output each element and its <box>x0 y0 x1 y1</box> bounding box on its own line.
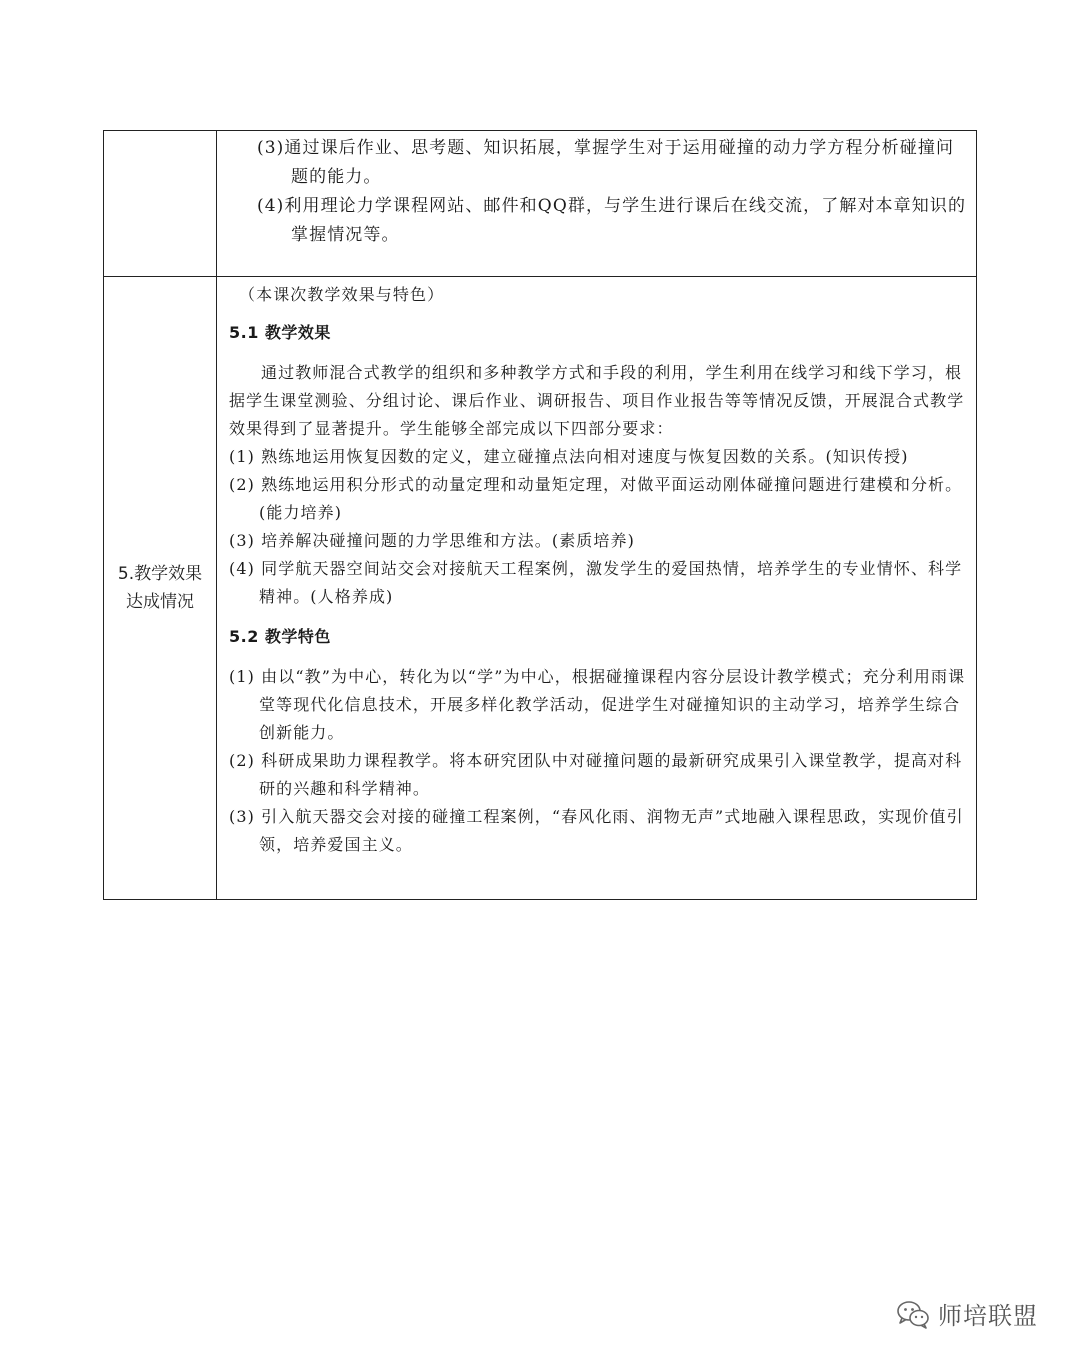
list-item: (3)通过课后作业、思考题、知识拓展，掌握学生对于运用碰撞的动力学方程分析碰撞问题的能力。 <box>257 138 955 187</box>
section-label-line1: 5.教学效果 <box>117 564 203 584</box>
table-row-section5 <box>104 277 977 900</box>
list-item: (4)利用理论力学课程网站、邮件和QQ群，与学生进行课后在线交流，了解对本章知识的掌握情况等。 <box>257 196 967 245</box>
list-item: (4) 同学航天器空间站交会对接航天工程案例，激发学生的爱国热情，培养学生的专业情怀、科学精神。(人格养成) <box>229 559 963 606</box>
section-note: （本课次教学效果与特色） <box>239 285 445 304</box>
watermark-text: 师培联盟 <box>938 1302 1038 1330</box>
list-item: (3) 培养解决碰撞问题的力学思维和方法。(素质培养) <box>229 531 635 550</box>
features-list <box>229 663 968 859</box>
list-item: (1) 熟练地运用恢复因数的定义，建立碰撞点法向相对速度与恢复因数的关系。(知识传授) <box>229 447 909 466</box>
list-item: (2) 熟练地运用积分形式的动量定理和动量矩定理，对做平面运动刚体碰撞问题进行建模和分析。(能力培养) <box>229 475 963 522</box>
list-item: (2) 科研成果助力课程教学。将本研究团队中对碰撞问题的最新研究成果引入课堂教学，提高对科研的兴趣和科学精神。 <box>229 751 963 798</box>
label-cell-empty <box>104 131 217 277</box>
list-item: (3) 引入航天器交会对接的碰撞工程案例，“春风化雨、润物无声”式地融入课程思政，实现价值引领，培养爱国主义。 <box>229 807 964 854</box>
table-row-continued <box>104 131 977 277</box>
effect-intro-paragraph: 通过教师混合式教学的组织和多种教学方式和手段的利用，学生利用在线学习和线下学习，根据学生课堂测验、分组讨论、课后作业、调研报告、项目作业报告等等情况反馈，开展混合式教学效果得到了显著提升。学生能够全部完成以下四部分要求： <box>229 363 965 438</box>
heading-teaching-effect: 5.1 教学效果 <box>229 323 331 342</box>
watermark <box>896 1296 1038 1331</box>
course-evaluation-table <box>103 130 977 900</box>
section-content-cell <box>217 277 977 900</box>
wechat-icon <box>896 1299 930 1329</box>
section-label-cell <box>104 277 217 900</box>
list-item: (1) 由以“教”为中心，转化为以“学”为中心，根据碰撞课程内容分层设计教学模式；充分利用雨课堂等现代化信息技术，开展多样化教学活动，促进学生对碰撞知识的主动学习，培养学生综合创新能力。 <box>229 667 966 742</box>
content-cell-continued <box>217 131 977 277</box>
section-label-line2: 达成情况 <box>126 592 194 612</box>
effect-list <box>229 443 968 611</box>
heading-teaching-features: 5.2 教学特色 <box>229 627 331 646</box>
